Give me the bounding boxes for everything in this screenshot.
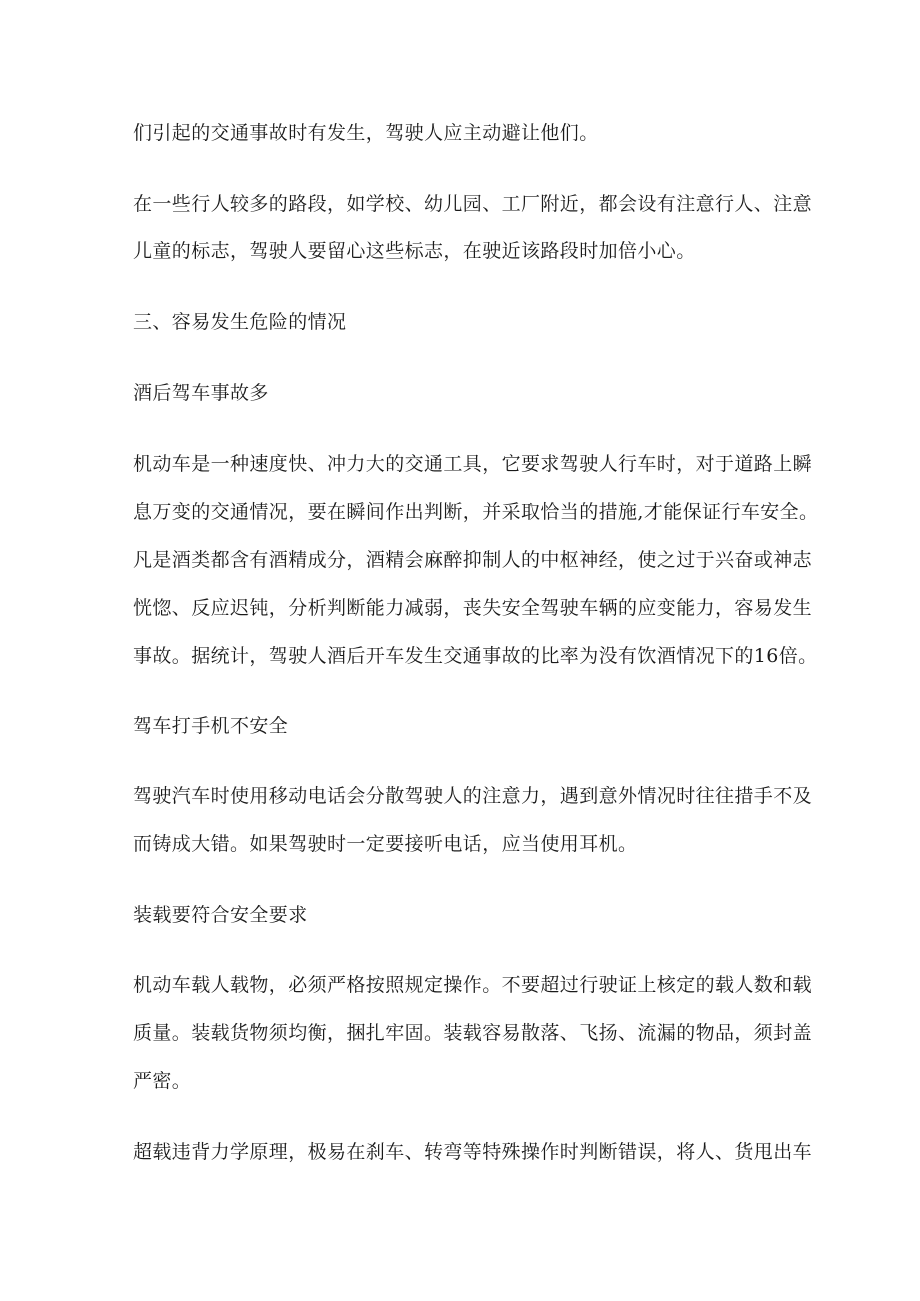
text-line: 严密。 [133, 1070, 192, 1092]
section-heading: 三、容易发生危险的情况 [133, 311, 347, 333]
text-line: 息万变的交通情况，要在瞬间作出判断，并采取恰当的措施,才能保证行车安全。 [133, 501, 819, 523]
text-line: 机动车是一种速度快、冲力大的交通工具，它要求驾驶人行车时，对于道路上瞬 [133, 453, 813, 475]
text-line: 们引起的交通事故时有发生，驾驶人应主动避让他们。 [133, 122, 599, 144]
text-line: 质量。装载货物须均衡，捆扎牢固。装载容易散落、飞扬、流漏的物品，须封盖 [133, 1022, 813, 1044]
text-line: 事故。据统计，驾驶人酒后开车发生交通事故的比率为没有饮酒情况下的16倍。 [133, 645, 818, 667]
subheading: 酒后驾车事故多 [133, 382, 269, 404]
text-line: 机动车载人载物，必须严格按照规定操作。不要超过行驶证上核定的载人数和载 [133, 974, 813, 996]
text-line: 凡是酒类都含有酒精成分，酒精会麻醉抑制人的中枢神经，使之过于兴奋或神志 [133, 549, 813, 571]
text-line: 恍惚、反应迟钝，分析判断能力减弱，丧失安全驾驶车辆的应变能力，容易发生 [133, 597, 813, 619]
text-line: 儿童的标志，驾驶人要留心这些标志，在驶近该路段时加倍小心。 [133, 240, 696, 262]
subheading: 装载要符合安全要求 [133, 904, 308, 926]
subheading: 驾车打手机不安全 [133, 715, 289, 737]
text-line: 超载违背力学原理，极易在刹车、转弯等特殊操作时判断错误，将人、货甩出车 [133, 1141, 813, 1163]
text-line: 在一些行人较多的路段，如学校、幼儿园、工厂附近，都会设有注意行人、注意 [133, 193, 813, 215]
text-line: 而铸成大错。如果驾驶时一定要接听电话，应当使用耳机。 [133, 833, 638, 855]
text-line: 驾驶汽车时使用移动电话会分散驾驶人的注意力，遇到意外情况时往往措手不及 [133, 785, 813, 807]
